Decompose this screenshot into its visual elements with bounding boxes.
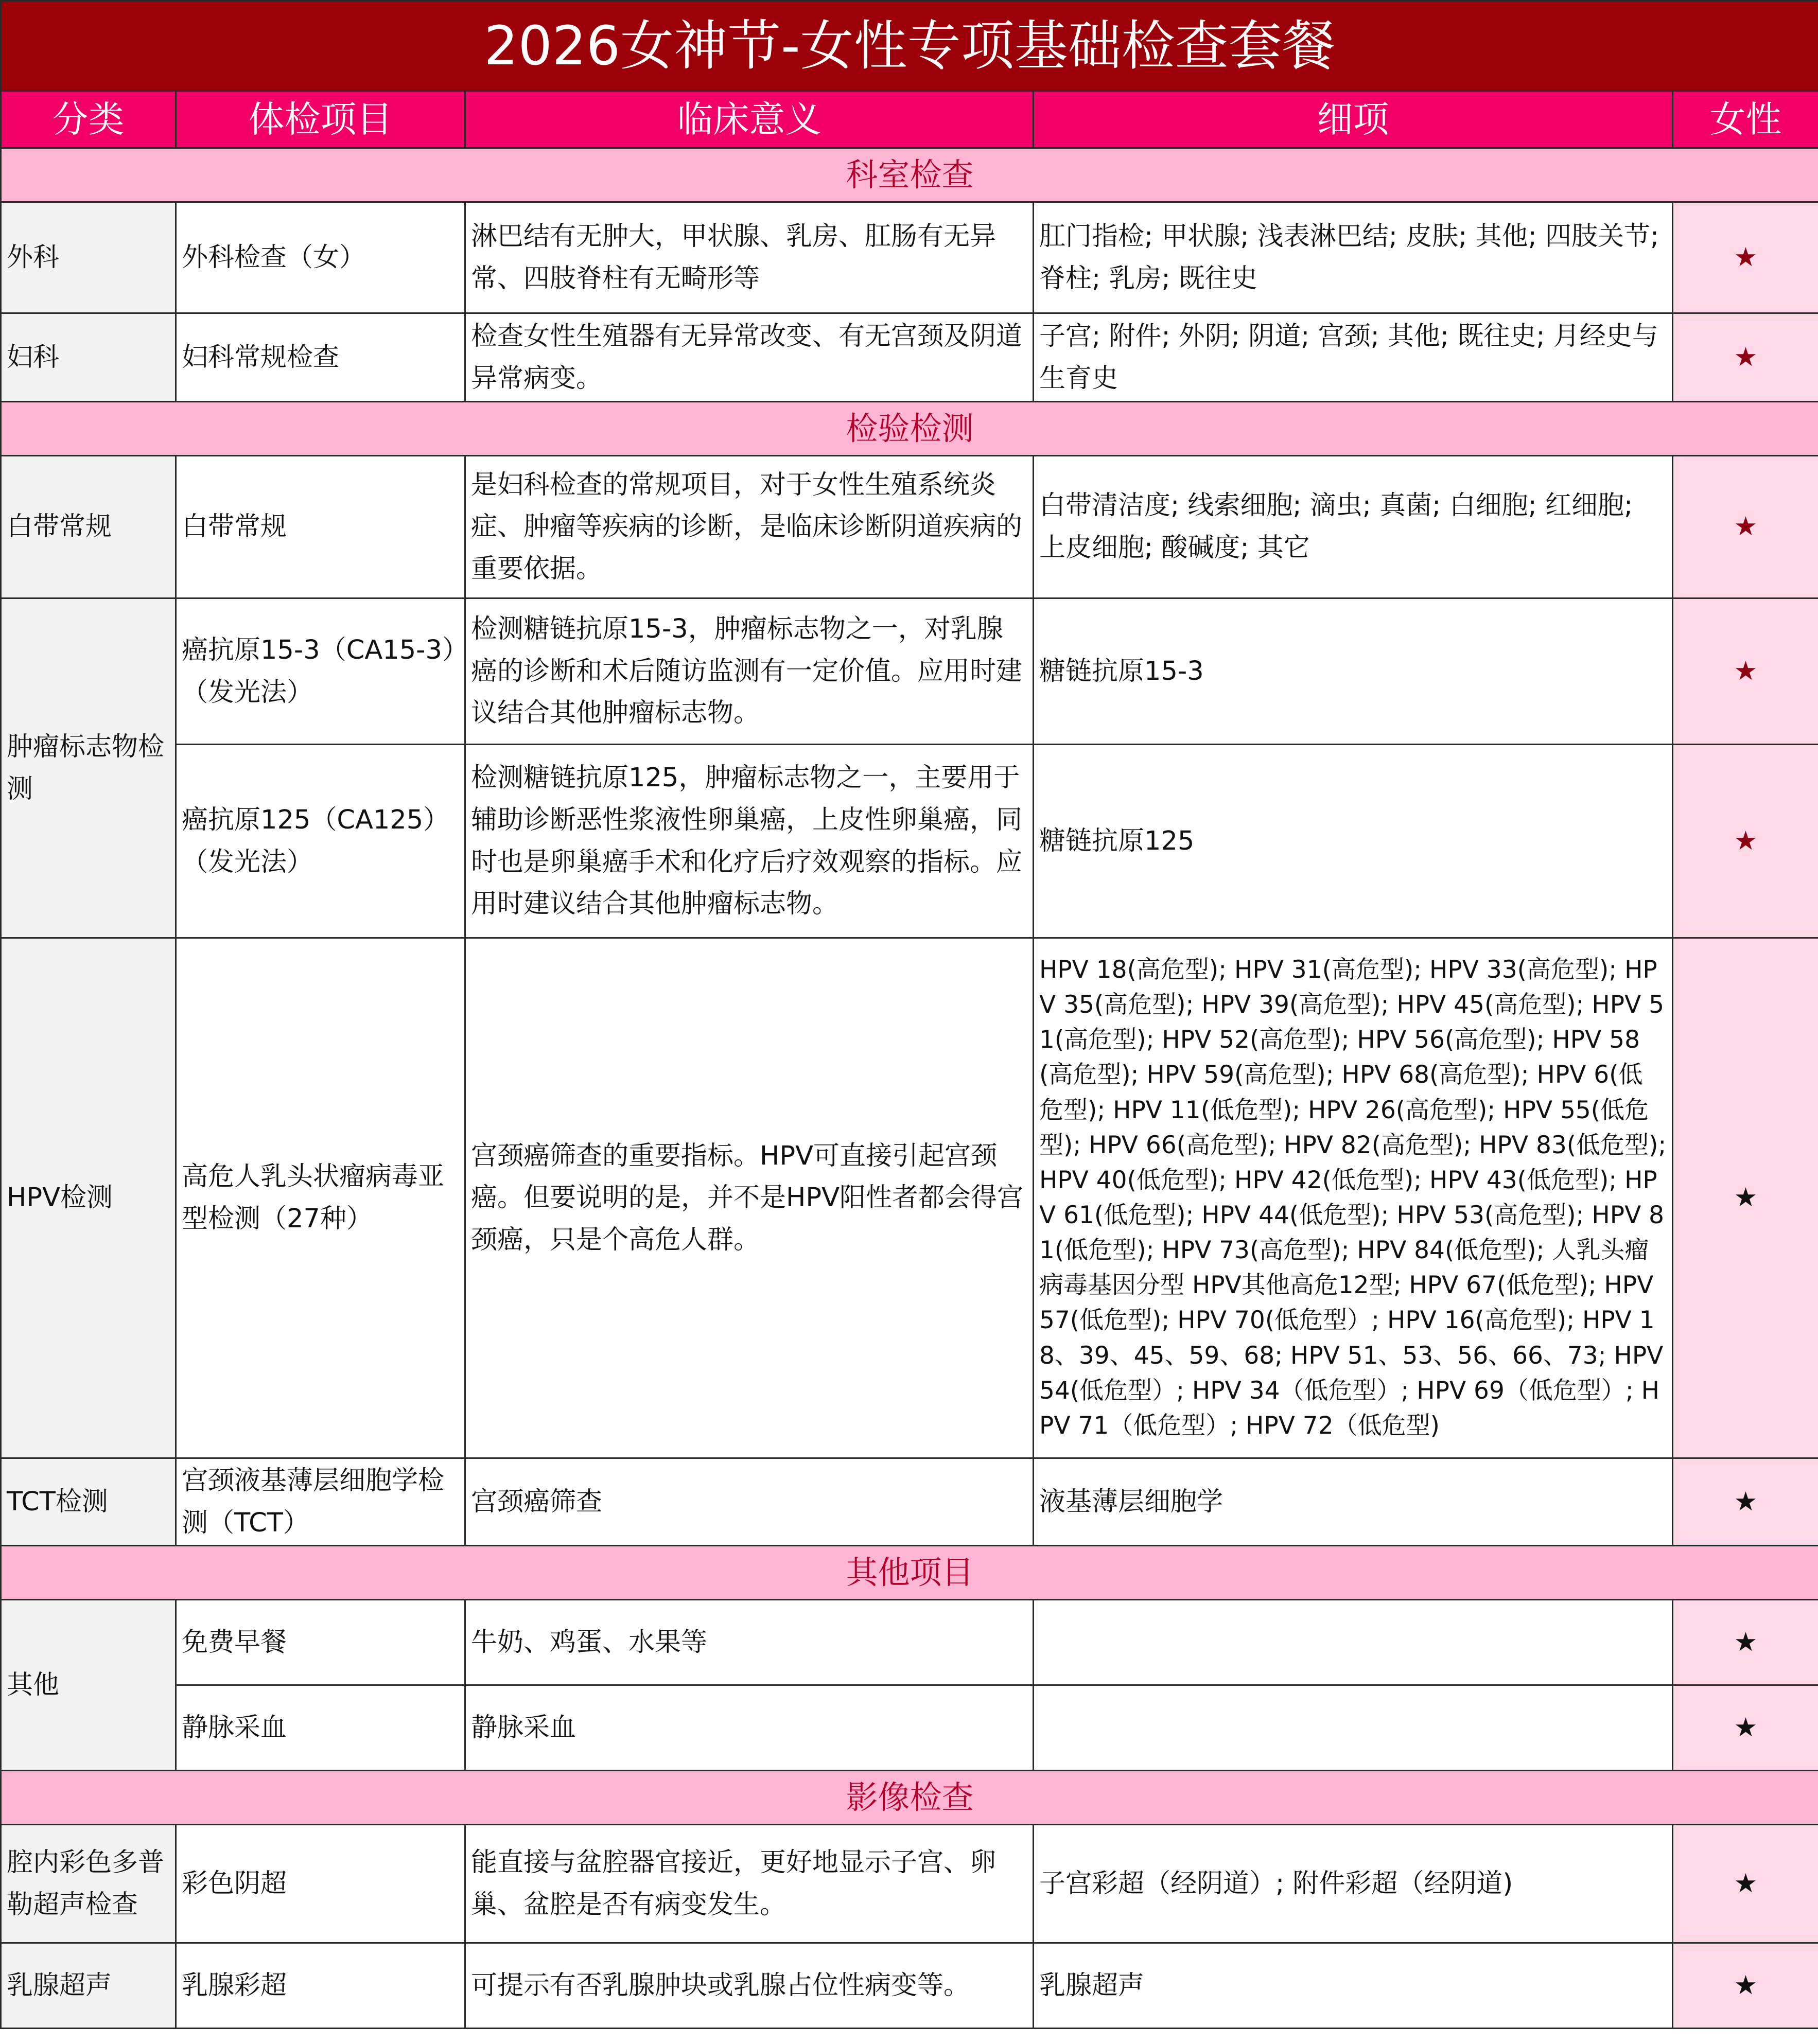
meaning-cell: 牛奶、鸡蛋、水果等	[465, 1600, 1034, 1685]
star-icon: ★	[1673, 202, 1818, 313]
header-meaning: 临床意义	[465, 91, 1034, 148]
detail-cell: 白带清洁度; 线索细胞; 滴虫; 真菌; 白细胞; 红细胞; 上皮细胞; 酸碱度; 其它	[1034, 456, 1673, 598]
table-row	[1, 938, 1818, 1458]
table-row	[1, 313, 1818, 402]
meaning-cell: 静脉采血	[465, 1685, 1034, 1771]
meaning-cell: 检测糖链抗原15-3，肿瘤标志物之一，对乳腺癌的诊断和术后随访监测有一定价值。应用时建议结合其他肿瘤标志物。	[465, 598, 1034, 745]
meaning-cell: 检测糖链抗原125，肿瘤标志物之一，主要用于辅助诊断恶性浆液性卵巢癌，上皮性卵巢癌，同时也是卵巢癌手术和化疗后疗效观察的指标。应用时建议结合其他肿瘤标志物。	[465, 745, 1034, 938]
category-cell: TCT检测	[1, 1458, 176, 1546]
header-category: 分类	[1, 91, 176, 148]
detail-cell: 肛门指检; 甲状腺; 浅表淋巴结; 皮肤; 其他; 四肢关节; 脊柱; 乳房; 既往史	[1034, 202, 1673, 313]
detail-cell: 糖链抗原15-3	[1034, 598, 1673, 745]
category-cell: 白带常规	[1, 456, 176, 598]
section-title: 其他项目	[1, 1546, 1818, 1600]
star-icon: ★	[1673, 456, 1818, 598]
detail-cell: 子宫; 附件; 外阴; 阴道; 宫颈; 其他; 既往史; 月经史与生育史	[1034, 313, 1673, 402]
table-row	[1, 1943, 1818, 2029]
section-other	[1, 1546, 1818, 1600]
table-row	[1, 745, 1818, 938]
meaning-cell: 是妇科检查的常规项目，对于女性生殖系统炎症、肿瘤等疾病的诊断，是临床诊断阴道疾病的重要依据。	[465, 456, 1034, 598]
star-icon: ★	[1673, 938, 1818, 1458]
header-row	[1, 91, 1818, 148]
package-title: 2026女神节-女性专项基础检查套餐	[1, 1, 1818, 91]
title-row	[1, 1, 1818, 91]
section-imaging	[1, 1771, 1818, 1825]
detail-cell: 糖链抗原125	[1034, 745, 1673, 938]
category-cell: 其他	[1, 1600, 176, 1771]
category-cell: 妇科	[1, 313, 176, 402]
meaning-cell: 宫颈癌筛查的重要指标。HPV可直接引起宫颈癌。但要说明的是，并不是HPV阳性者都会得宫颈癌，只是个高危人群。	[465, 938, 1034, 1458]
star-icon: ★	[1673, 745, 1818, 938]
detail-cell: 液基薄层细胞学	[1034, 1458, 1673, 1546]
table-row	[1, 1600, 1818, 1685]
star-icon: ★	[1673, 1685, 1818, 1771]
category-cell: 乳腺超声	[1, 1943, 176, 2029]
section-title: 影像检查	[1, 1771, 1818, 1825]
category-cell: 肿瘤标志物检测	[1, 598, 176, 938]
table-row	[1, 202, 1818, 313]
item-cell: 乳腺彩超	[176, 1943, 465, 2029]
item-cell: 免费早餐	[176, 1600, 465, 1685]
item-cell: 外科检查（女）	[176, 202, 465, 313]
item-cell: 癌抗原15-3（CA15-3）（发光法）	[176, 598, 465, 745]
star-icon: ★	[1673, 313, 1818, 402]
detail-cell: HPV 18(高危型); HPV 31(高危型); HPV 33(高危型); HPV 35(高危型); HPV 39(高危型); HPV 45(高危型); HPV 51(高危型); HPV 52(高危型); HPV 56(高危型); HPV 58(高危型); HPV 59(高危型); HPV 68(高危型); HPV 6(低危型); HPV 11(低危型); HPV 26(高危型); HPV 55(低危型); HPV 66(高危型); HPV 82(高危型); HPV 83(低危型); HPV 40(低危型); HPV 42(低危型); HPV 43(低危型); HPV 61(低危型); HPV 44(低危型); HPV 53(高危型); HPV 81(低危型); HPV 73(高危型); HPV 84(低危型); 人乳头瘤病毒基因分型 HPV其他高危12型; HPV 67(低危型); HPV 57(低危型); HPV 70(低危型）; HPV 16(高危型); HPV 18、39、45、59、68; HPV 51、53、56、66、73; HPV 54(低危型）; HPV 34（低危型）; HPV 69（低危型）; HPV 71（低危型）; HPV 72（低危型)	[1034, 938, 1673, 1458]
table-row	[1, 456, 1818, 598]
header-item: 体检项目	[176, 91, 465, 148]
item-cell: 静脉采血	[176, 1685, 465, 1771]
header-detail: 细项	[1034, 91, 1673, 148]
category-cell: HPV检测	[1, 938, 176, 1458]
meaning-cell: 宫颈癌筛查	[465, 1458, 1034, 1546]
section-title: 科室检查	[1, 148, 1818, 202]
table-row	[1, 1458, 1818, 1546]
section-title: 检验检测	[1, 402, 1818, 456]
category-cell: 腔内彩色多普勒超声检查	[1, 1825, 176, 1943]
star-icon: ★	[1673, 1943, 1818, 2029]
detail-cell	[1034, 1600, 1673, 1685]
star-icon: ★	[1673, 1825, 1818, 1943]
section-dept	[1, 148, 1818, 202]
meaning-cell: 能直接与盆腔器官接近，更好地显示子宫、卵巢、盆腔是否有病变发生。	[465, 1825, 1034, 1943]
item-cell: 彩色阴超	[176, 1825, 465, 1943]
category-cell: 外科	[1, 202, 176, 313]
star-icon: ★	[1673, 598, 1818, 745]
detail-cell: 乳腺超声	[1034, 1943, 1673, 2029]
star-icon: ★	[1673, 1600, 1818, 1685]
item-cell: 妇科常规检查	[176, 313, 465, 402]
item-cell: 宫颈液基薄层细胞学检测（TCT）	[176, 1458, 465, 1546]
detail-cell: 子宫彩超（经阴道）; 附件彩超（经阴道)	[1034, 1825, 1673, 1943]
table-row	[1, 1685, 1818, 1771]
meaning-cell: 淋巴结有无肿大，甲状腺、乳房、肛肠有无异常、四肢脊柱有无畸形等	[465, 202, 1034, 313]
item-cell: 高危人乳头状瘤病毒亚型检测（27种）	[176, 938, 465, 1458]
section-lab	[1, 402, 1818, 456]
meaning-cell: 可提示有否乳腺肿块或乳腺占位性病变等。	[465, 1943, 1034, 2029]
header-female: 女性	[1673, 91, 1818, 148]
table-row	[1, 598, 1818, 745]
detail-cell	[1034, 1685, 1673, 1771]
meaning-cell: 检查女性生殖器有无异常改变、有无宫颈及阴道异常病变。	[465, 313, 1034, 402]
item-cell: 癌抗原125（CA125）（发光法）	[176, 745, 465, 938]
table-row	[1, 1825, 1818, 1943]
star-icon: ★	[1673, 1458, 1818, 1546]
item-cell: 白带常规	[176, 456, 465, 598]
